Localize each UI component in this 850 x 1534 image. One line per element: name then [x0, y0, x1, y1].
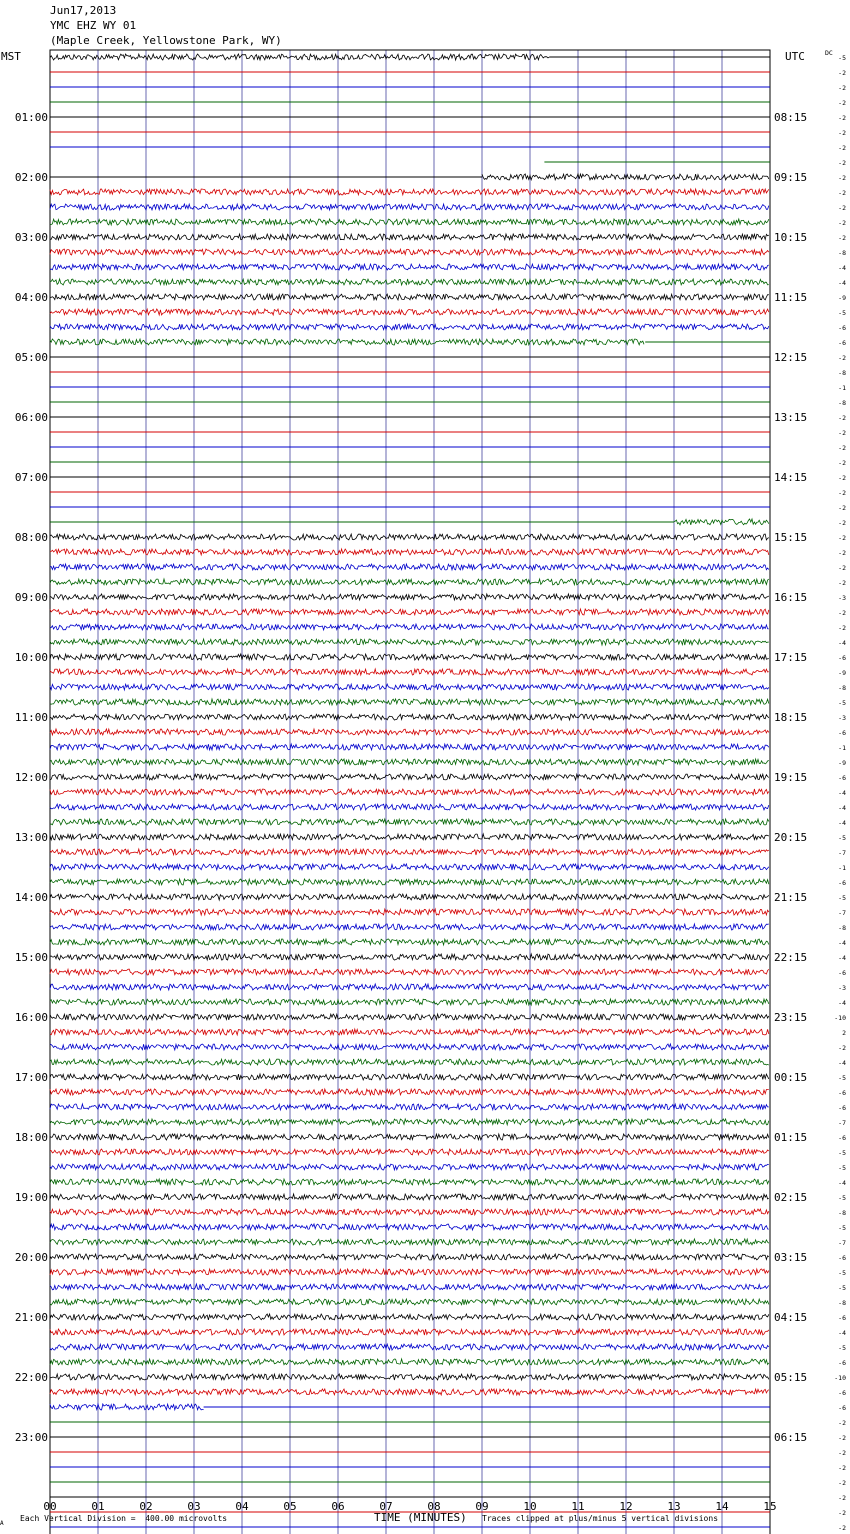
dc-offset-label: -2 — [838, 1494, 846, 1502]
dc-offset-label: -1 — [838, 384, 846, 392]
dc-offset-label: -4 — [838, 639, 846, 647]
hour-label-left: 02:00 — [14, 171, 48, 184]
dc-offset-label: -6 — [838, 1389, 846, 1397]
x-tick-label: 15 — [763, 1500, 777, 1513]
x-tick-label: 04 — [235, 1500, 249, 1513]
trace-noise — [50, 714, 769, 720]
hour-label-right: 14:15 — [774, 471, 808, 484]
hour-label-right: 19:15 — [774, 771, 808, 784]
trace-noise — [50, 999, 769, 1005]
trace-noise — [482, 174, 769, 180]
hour-label-right: 08:15 — [774, 111, 808, 124]
dc-offset-label: -6 — [838, 969, 846, 977]
trace-noise — [50, 1284, 769, 1290]
hour-label-right: 18:15 — [774, 711, 808, 724]
x-tick-label: 06 — [331, 1500, 345, 1513]
hour-label-right: 06:15 — [774, 1431, 808, 1444]
hour-label-left: 12:00 — [14, 771, 48, 784]
hour-label-right: 12:15 — [774, 351, 808, 364]
x-axis-title: TIME (MINUTES) — [374, 1511, 467, 1524]
hour-label-left: 06:00 — [14, 411, 48, 424]
hour-label-right: 17:15 — [774, 651, 808, 664]
hour-label-left: 19:00 — [14, 1191, 48, 1204]
dc-offset-label: -6 — [838, 774, 846, 782]
trace-noise — [50, 774, 769, 780]
dc-offset-label: -10 — [834, 1374, 846, 1382]
dc-offset-label: -2 — [838, 99, 846, 107]
trace-noise — [50, 834, 769, 840]
dc-offset-label: -8 — [838, 684, 846, 692]
dc-offset-label: -8 — [838, 1299, 846, 1307]
dc-offset-label: -2 — [838, 69, 846, 77]
dc-offset-label: -2 — [838, 624, 846, 632]
trace-noise — [50, 339, 644, 345]
dc-offset-label: -8 — [838, 249, 846, 257]
trace-noise — [50, 924, 769, 930]
x-tick-label: 12 — [619, 1500, 633, 1513]
trace-noise — [50, 1299, 769, 1305]
dc-header: DC — [825, 49, 833, 57]
hour-label-left: 09:00 — [14, 591, 48, 604]
dc-offset-label: -2 — [838, 474, 846, 482]
trace-noise — [50, 1254, 769, 1260]
trace-noise — [50, 849, 769, 855]
hour-label-left: 14:00 — [14, 891, 48, 904]
dc-offset-label: -2 — [838, 459, 846, 467]
trace-noise — [50, 1239, 769, 1245]
dc-offset-label: -5 — [838, 1284, 846, 1292]
trace-noise — [50, 669, 769, 675]
dc-offset-label: -6 — [838, 339, 846, 347]
trace-noise — [50, 1314, 769, 1320]
scale-note: Each Vertical Division = 400.00 microvolts — [20, 1514, 228, 1523]
dc-offset-label: -5 — [838, 1074, 846, 1082]
trace-noise — [50, 864, 769, 870]
trace-noise — [50, 729, 769, 735]
dc-offset-label: -8 — [838, 399, 846, 407]
hour-label-left: 23:00 — [14, 1431, 48, 1444]
hour-label-right: 11:15 — [774, 291, 808, 304]
trace-noise — [50, 1149, 769, 1155]
dc-offset-label: -9 — [838, 669, 846, 677]
hour-label-right: 13:15 — [774, 411, 808, 424]
trace-noise — [50, 1344, 769, 1350]
hour-label-left: 08:00 — [14, 531, 48, 544]
dc-offset-label: -2 — [838, 1419, 846, 1427]
trace-noise — [50, 954, 769, 960]
hour-label-left: 04:00 — [14, 291, 48, 304]
hour-label-left: 15:00 — [14, 951, 48, 964]
trace-noise — [50, 609, 769, 615]
trace-noise — [50, 969, 769, 975]
trace-noise — [50, 894, 769, 900]
left-timezone-label: MST — [1, 50, 21, 63]
x-tick-label: 03 — [187, 1500, 201, 1513]
hour-label-right: 10:15 — [774, 231, 808, 244]
right-timezone-label: UTC — [785, 50, 805, 63]
dc-offset-label: -2 — [838, 414, 846, 422]
dc-offset-label: -2 — [838, 144, 846, 152]
trace-noise — [50, 1044, 769, 1050]
trace-noise — [50, 1404, 204, 1410]
trace-noise — [50, 1269, 769, 1275]
trace-noise — [50, 1179, 769, 1185]
trace-noise — [50, 534, 769, 540]
trace-noise — [50, 189, 769, 195]
dc-offset-label: -4 — [838, 999, 846, 1007]
x-tick-label: 13 — [667, 1500, 681, 1513]
x-tick-label: 05 — [283, 1500, 297, 1513]
dc-offset-label: -8 — [838, 369, 846, 377]
hour-label-left: 20:00 — [14, 1251, 48, 1264]
dc-offset-label: -2 — [838, 579, 846, 587]
dc-offset-label: -2 — [838, 489, 846, 497]
dc-offset-label: -2 — [838, 129, 846, 137]
trace-noise — [50, 1389, 769, 1395]
dc-offset-label: -2 — [838, 84, 846, 92]
dc-offset-label: -5 — [838, 1194, 846, 1202]
hour-label-right: 05:15 — [774, 1371, 808, 1384]
hour-label-left: 10:00 — [14, 651, 48, 664]
trace-noise — [50, 654, 769, 660]
dc-offset-label: -1 — [838, 744, 846, 752]
dc-offset-label: -6 — [838, 729, 846, 737]
dc-offset-label: -2 — [838, 354, 846, 362]
trace-noise — [50, 219, 769, 225]
hour-label-right: 04:15 — [774, 1311, 808, 1324]
dc-offset-label: -2 — [838, 219, 846, 227]
trace-noise — [50, 1074, 769, 1080]
hour-label-right: 00:15 — [774, 1071, 808, 1084]
hour-label-left: 21:00 — [14, 1311, 48, 1324]
trace-noise — [50, 324, 769, 330]
x-tick-label: 00 — [43, 1500, 57, 1513]
dc-offset-label: -2 — [838, 549, 846, 557]
dc-offset-label: -6 — [838, 324, 846, 332]
trace-noise — [50, 1194, 769, 1200]
trace-noise — [50, 909, 769, 915]
x-tick-label: 02 — [139, 1500, 153, 1513]
dc-offset-label: -6 — [838, 1134, 846, 1142]
trace-noise — [50, 1029, 769, 1035]
hour-label-right: 23:15 — [774, 1011, 808, 1024]
dc-offset-label: -2 — [838, 114, 846, 122]
trace-noise — [50, 249, 769, 255]
trace-noise — [50, 984, 769, 990]
dc-offset-label: -5 — [838, 1344, 846, 1352]
trace-noise — [50, 1209, 769, 1215]
hour-label-left: 03:00 — [14, 231, 48, 244]
hour-label-left: 07:00 — [14, 471, 48, 484]
hour-label-right: 03:15 — [774, 1251, 808, 1264]
dc-offset-label: -6 — [838, 654, 846, 662]
x-tick-label: 08 — [427, 1500, 441, 1513]
dc-offset-label: -5 — [838, 1269, 846, 1277]
dc-offset-label: -2 — [838, 429, 846, 437]
dc-offset-label: -2 — [838, 1464, 846, 1472]
dc-offset-label: -3 — [838, 594, 846, 602]
dc-offset-label: -2 — [838, 1524, 846, 1532]
hour-label-right: 20:15 — [774, 831, 808, 844]
dc-offset-label: -5 — [838, 834, 846, 842]
dc-offset-label: -4 — [838, 954, 846, 962]
dc-offset-label: -2 — [838, 174, 846, 182]
dc-offset-label: -4 — [838, 264, 846, 272]
trace-noise — [50, 699, 769, 705]
x-tick-label: 07 — [379, 1500, 393, 1513]
dc-offset-label: -2 — [838, 444, 846, 452]
trace-noise — [50, 684, 769, 690]
trace-noise — [50, 279, 769, 285]
trace-noise — [50, 294, 769, 300]
dc-offset-label: -5 — [838, 309, 846, 317]
trace-noise — [50, 1119, 769, 1125]
dc-offset-label: -2 — [838, 159, 846, 167]
trace-noise — [50, 759, 769, 765]
x-tick-label: 09 — [475, 1500, 489, 1513]
trace-noise — [50, 564, 769, 570]
trace-noise — [50, 744, 769, 750]
dc-offset-label: -3 — [838, 984, 846, 992]
hour-label-right: 16:15 — [774, 591, 808, 604]
station-location: (Maple Creek, Yellowstone Park, WY) — [50, 34, 282, 47]
x-tick-label: 11 — [571, 1500, 585, 1513]
trace-noise — [50, 1134, 769, 1140]
dc-offset-label: -5 — [838, 699, 846, 707]
trace-noise — [50, 264, 769, 270]
dc-offset-label: -4 — [838, 939, 846, 947]
trace-noise — [50, 639, 769, 645]
trace-noise — [50, 624, 769, 630]
dc-offset-label: -6 — [838, 879, 846, 887]
trace-noise — [50, 54, 549, 60]
trace-noise — [50, 234, 769, 240]
trace-noise — [50, 1014, 769, 1020]
hour-label-right: 01:15 — [774, 1131, 808, 1144]
trace-noise — [50, 204, 769, 210]
trace-noise — [50, 1359, 769, 1365]
trace-noise — [50, 309, 769, 315]
dc-offset-label: -8 — [838, 1209, 846, 1217]
trace-noise — [50, 1224, 769, 1230]
dc-offset-label: -1 — [838, 864, 846, 872]
corner-mark: A — [0, 1520, 4, 1527]
dc-offset-label: -4 — [838, 804, 846, 812]
dc-offset-label: -4 — [838, 1329, 846, 1337]
dc-offset-label: 2 — [842, 1029, 846, 1037]
x-tick-label: 10 — [523, 1500, 537, 1513]
trace-noise — [50, 1059, 769, 1065]
hour-label-right: 22:15 — [774, 951, 808, 964]
dc-offset-label: -2 — [838, 234, 846, 242]
hour-label-left: 17:00 — [14, 1071, 48, 1084]
dc-offset-label: -5 — [838, 1149, 846, 1157]
dc-offset-label: -4 — [838, 1179, 846, 1187]
dc-offset-label: -9 — [838, 759, 846, 767]
dc-offset-label: -2 — [838, 534, 846, 542]
dc-offset-label: -10 — [834, 1014, 846, 1022]
hour-label-left: 01:00 — [14, 111, 48, 124]
dc-offset-label: -9 — [838, 294, 846, 302]
dc-offset-label: -2 — [838, 189, 846, 197]
dc-offset-label: -2 — [838, 204, 846, 212]
dc-offset-label: -7 — [838, 849, 846, 857]
dc-offset-label: -3 — [838, 714, 846, 722]
dc-offset-label: -2 — [838, 609, 846, 617]
hour-label-left: 16:00 — [14, 1011, 48, 1024]
dc-offset-label: -5 — [838, 1224, 846, 1232]
x-tick-label: 14 — [715, 1500, 729, 1513]
hour-label-right: 02:15 — [774, 1191, 808, 1204]
dc-offset-label: -2 — [838, 1449, 846, 1457]
dc-offset-label: -4 — [838, 789, 846, 797]
dc-offset-label: -2 — [838, 519, 846, 527]
dc-offset-label: -5 — [838, 1164, 846, 1172]
dc-offset-label: -2 — [838, 1434, 846, 1442]
station-code: YMC EHZ WY 01 — [50, 19, 137, 32]
hour-label-left: 13:00 — [14, 831, 48, 844]
hour-label-left: 11:00 — [14, 711, 48, 724]
dc-offset-label: -4 — [838, 1059, 846, 1067]
dc-offset-label: -2 — [838, 564, 846, 572]
dc-offset-label: -6 — [838, 1104, 846, 1112]
dc-offset-label: -6 — [838, 1089, 846, 1097]
hour-label-right: 09:15 — [774, 171, 808, 184]
dc-offset-label: -5 — [838, 894, 846, 902]
trace-noise — [50, 879, 769, 885]
trace-noise — [50, 1164, 769, 1170]
dc-offset-label: -2 — [838, 504, 846, 512]
x-tick-label: 01 — [91, 1500, 105, 1513]
hour-label-right: 21:15 — [774, 891, 808, 904]
trace-noise — [50, 1104, 769, 1110]
dc-offset-label: -4 — [838, 819, 846, 827]
dc-offset-label: -4 — [838, 279, 846, 287]
trace-noise — [50, 549, 769, 555]
hour-label-right: 15:15 — [774, 531, 808, 544]
clip-note: Traces clipped at plus/minus 5 vertical divisions — [482, 1514, 719, 1523]
trace-noise — [50, 1329, 769, 1335]
dc-offset-label: -7 — [838, 909, 846, 917]
trace-noise — [674, 519, 769, 525]
dc-offset-label: -6 — [838, 1404, 846, 1412]
trace-noise — [50, 594, 769, 600]
trace-noise — [50, 819, 769, 825]
dc-offset-label: -8 — [838, 924, 846, 932]
trace-noise — [50, 1089, 769, 1095]
hour-label-left: 18:00 — [14, 1131, 48, 1144]
dc-offset-label: -6 — [838, 1359, 846, 1367]
trace-noise — [50, 579, 769, 585]
trace-noise — [50, 804, 769, 810]
dc-offset-label: -2 — [838, 1044, 846, 1052]
dc-offset-label: -5 — [838, 54, 846, 62]
dc-offset-label: -7 — [838, 1119, 846, 1127]
dc-offset-label: -2 — [838, 1479, 846, 1487]
hour-label-left: 22:00 — [14, 1371, 48, 1384]
trace-noise — [50, 939, 769, 945]
trace-noise — [50, 789, 769, 795]
plot-date: Jun17,2013 — [50, 4, 117, 17]
dc-offset-label: -6 — [838, 1254, 846, 1262]
dc-offset-label: -6 — [838, 1314, 846, 1322]
dc-offset-label: -7 — [838, 1239, 846, 1247]
hour-label-left: 05:00 — [14, 351, 48, 364]
trace-noise — [50, 1374, 769, 1380]
dc-offset-label: -2 — [838, 1509, 846, 1517]
